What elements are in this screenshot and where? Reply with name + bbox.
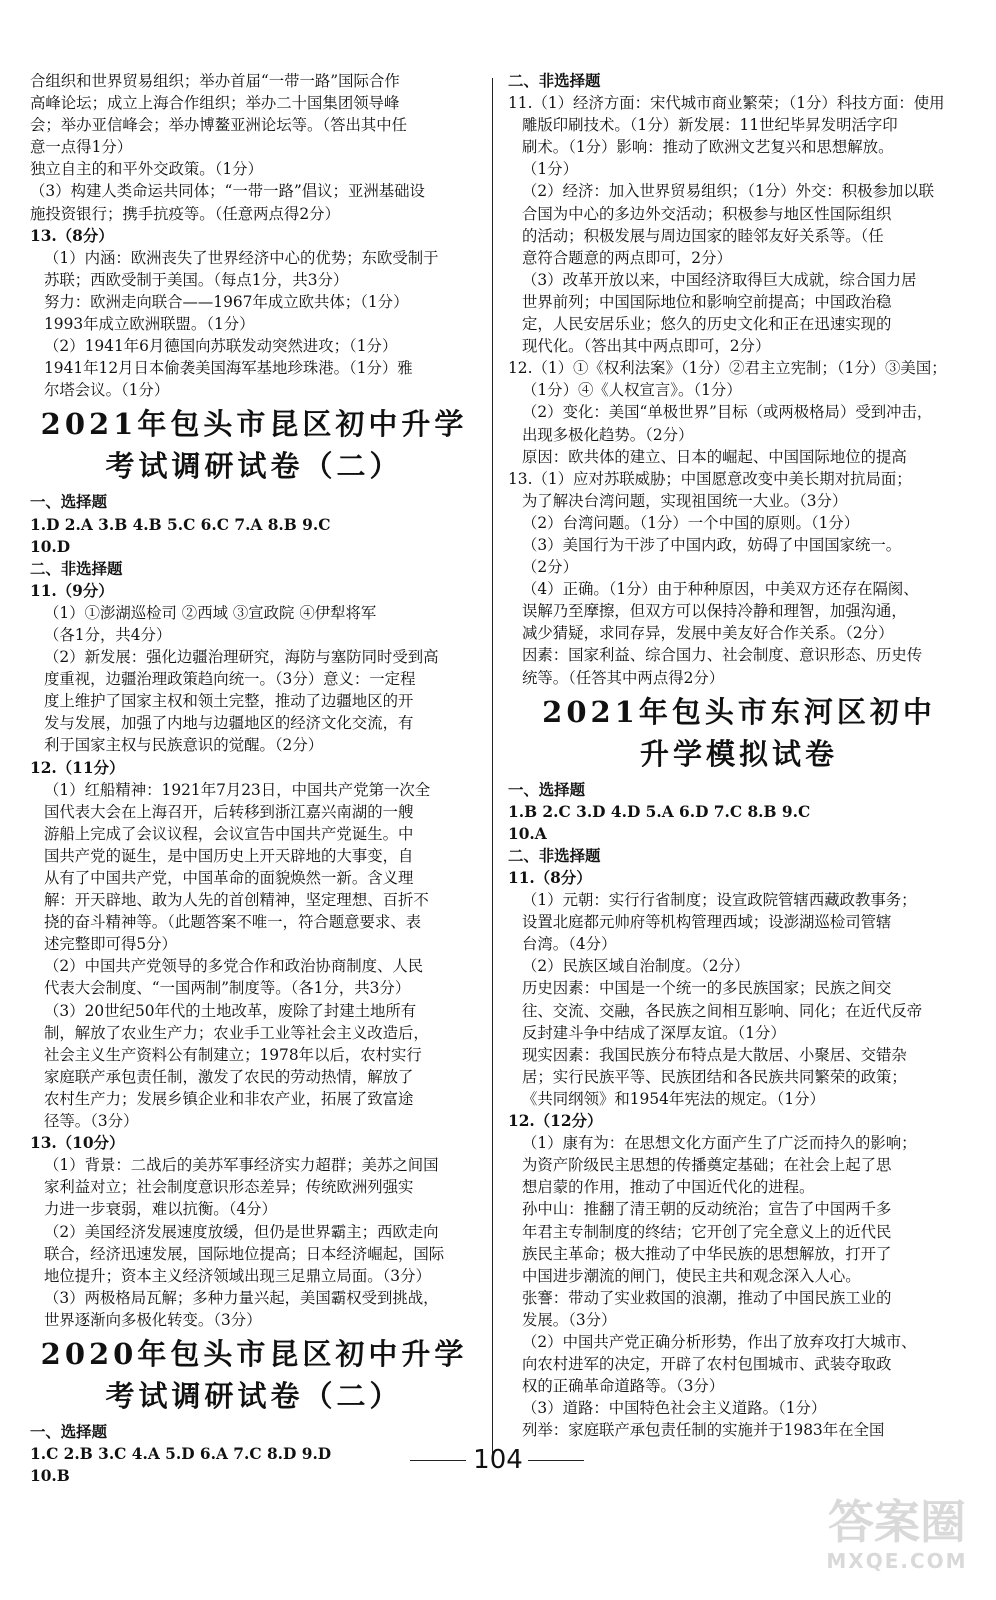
footer-rule-right xyxy=(528,1460,584,1461)
question-heading: 12.（12分） xyxy=(508,1112,603,1131)
text-line: 为资产阶级民主思想的传播奠定基础；在社会上起了思 xyxy=(522,1156,892,1175)
question-13 xyxy=(508,468,970,689)
text-line: 代表大会制度、“一国两制”制度等。（各1分，共3分） xyxy=(44,979,411,998)
text-line: 出现多极化趋势。（2分） xyxy=(522,425,694,444)
text-line: （2）民族区域自治制度。（2分） xyxy=(522,957,750,976)
text-line: 雕版印刷技术。（1分）新发展：11世纪毕昇发明活字印 xyxy=(522,116,898,135)
question-11 xyxy=(508,92,970,357)
text-line: 世界前列；中国国际地位和影响空前提高；中国政治稳 xyxy=(522,292,892,311)
text-line: （2）经济：加入世界贸易组织；（1分）外交：积极参加以联 xyxy=(522,182,935,201)
text-line: （3）20世纪50年代的土地改革，废除了封建土地所有 xyxy=(44,1001,417,1020)
page-number: 104 xyxy=(473,1445,523,1475)
left-column xyxy=(30,70,478,1487)
text-line: 中国进步潮流的闸门，使民主共和观念深入人心。 xyxy=(522,1266,861,1285)
text-line: 13.（1）应对苏联威胁；中国愿意改变中美长期对抗局面； xyxy=(508,469,912,488)
text-line: 意一点得1分） xyxy=(30,138,133,157)
text-line: （1）红船精神：1921年7月23日，中国共产党第一次全 xyxy=(44,780,431,799)
text-line: 合组织和世界贸易组织；举办首届“一带一路”国际合作 xyxy=(30,72,400,90)
text-line: 想启蒙的作用，推动了中国近代化的进程。 xyxy=(522,1178,815,1197)
exam-subtitle: 考试调研试卷（二） xyxy=(105,449,403,484)
section-heading: 一、选择题 xyxy=(30,1422,107,1441)
text-line: 12.（1）①《权利法案》（1分）②君主立宪制；（1分）③美国； xyxy=(508,359,947,378)
text-line: 减少猜疑，求同存异，发展中美友好合作关系。（2分） xyxy=(522,624,894,643)
text-line: 1993年成立欧洲联盟。（1分） xyxy=(44,315,255,334)
text-line: 游船上完成了会议议程，会议宣告中国共产党诞生。中 xyxy=(44,824,414,843)
text-line: 度重视，边疆治理政策趋向统一。（3分）意义：一定程 xyxy=(44,670,416,689)
mcq-answers: 10.D xyxy=(30,537,71,556)
text-line: （1分） xyxy=(522,160,578,179)
text-line: 会；举办亚信峰会；举办博鳌亚洲论坛等。（答出其中任 xyxy=(30,116,408,135)
text-line: （1）①澎湖巡检司 ②西域 ③宣政院 ④伊犁将军 xyxy=(44,603,377,622)
text-line: 现代化。（答出其中两点即可，2分） xyxy=(522,337,771,356)
watermark-text: 答案圈 xyxy=(828,1495,966,1549)
text-line: 设置北庭都元帅府等机构管理西域；设澎湖巡检司管辖 xyxy=(522,913,892,932)
text-line: 尔塔会议。（1分） xyxy=(44,381,170,400)
mcq-answers: 1.B 2.C 3.D 4.D 5.A 6.D 7.C 8.B 9.C xyxy=(508,802,811,821)
mcq-answers: 1.D 2.A 3.B 4.B 5.C 6.C 7.A 8.B 9.C xyxy=(30,515,331,534)
text-line: 力进一步衰弱，难以抗衡。（4分） xyxy=(44,1200,277,1219)
exam-subtitle: 升学模拟试卷 xyxy=(639,736,838,771)
text-line: （2）变化：美国“单极世界”目标（或两极格局）受到冲击， xyxy=(522,403,933,422)
text-line: 努力：欧洲走向联合——1967年成立欧共体；（1分） xyxy=(44,292,409,311)
text-line: 向农村进军的决定，开辟了农村包围城市、武装夺取政 xyxy=(522,1355,892,1374)
text-line: 施投资银行；携手抗疫等。（任意两点得2分） xyxy=(30,204,340,223)
text-line: 发与发展，加强了内地与边疆地区的经济文化交流，有 xyxy=(44,714,414,733)
text-line: 解：开天辟地、敢为人先的首创精神，坚定理想、百折不 xyxy=(44,891,429,910)
text-line: 利于国家主权与民族意识的觉醒。（2分） xyxy=(44,736,324,755)
question-heading: 12.（11分） xyxy=(30,758,125,777)
text-line: （2）美国经济发展速度放缓，但仍是世界霸主；西欧走向 xyxy=(44,1222,439,1241)
text-line: 原因：欧共体的建立、日本的崛起、中国国际地位的提高 xyxy=(522,447,907,466)
text-line: （1）背景：二战后的美苏军事经济实力超群；美苏之间国 xyxy=(44,1156,439,1175)
text-line: 年君主专制制度的终结；它开创了完全意义上的近代民 xyxy=(522,1222,892,1241)
text-line: （2）新发展：强化边疆治理研究，海防与塞防同时受到高 xyxy=(44,648,439,667)
text-line: 从有了中国共产党，中国革命的面貌焕然一新。含义理 xyxy=(44,869,414,887)
text-line: （各1分，共4分） xyxy=(44,625,172,644)
text-line: 因素：国家利益、综合国力、社会制度、意识形态、历史传 xyxy=(522,646,923,665)
text-line: 独立自主的和平外交政策。（1分） xyxy=(30,160,263,179)
text-line: 制，解放了农业生产力；农业手工业等社会主义改造后， xyxy=(44,1023,429,1042)
page-footer xyxy=(0,1443,996,1477)
exam-title: 2020年包头市昆区初中升学 xyxy=(40,1336,468,1371)
text-line: 径等。（3分） xyxy=(44,1112,139,1131)
text-line: （2）台湾问题。（1分）一个中国的原则。（1分） xyxy=(522,513,860,532)
question-heading: 13.（10分） xyxy=(30,1134,125,1153)
text-line: 张謇：带动了实业救国的浪潮，推动了中国民族工业的 xyxy=(522,1288,892,1307)
text-line: （3）改革开放以来，中国经济取得巨大成就，综合国力居 xyxy=(522,270,917,289)
text-line: 地位提升；资本主义经济领域出现三足鼎立局面。（3分） xyxy=(44,1266,431,1285)
footer-rule-left xyxy=(410,1460,466,1461)
text-line: 《共同纲领》和1954年宪法的规定。（1分） xyxy=(522,1089,825,1108)
question-12 xyxy=(508,357,970,467)
text-line: 意符合题意的两点即可，2分） xyxy=(522,248,732,267)
section-heading: 二、非选择题 xyxy=(508,72,601,90)
text-line: 联合，经济迅速发展，国际地位提高；日本经济崛起，国际 xyxy=(44,1244,445,1263)
text-line: （2）1941年6月德国向苏联发动突然进攻；（1分） xyxy=(44,337,398,356)
text-line: 误解乃至摩擦，但双方可以保持冷静和理智，加强沟通， xyxy=(522,602,907,621)
question-heading: 11.（9分） xyxy=(30,581,114,600)
question-heading: 11.（8分） xyxy=(508,869,592,887)
text-line: （2）中国共产党领导的多党合作和政治协商制度、人民 xyxy=(44,957,424,976)
text-line: 发展。（3分） xyxy=(522,1310,617,1329)
text-line: 现实因素：我国民族分布特点是大散居、小聚居、交错杂 xyxy=(522,1045,907,1064)
text-line: 台湾。（4分） xyxy=(522,935,617,954)
text-line: 国代表大会在上海召开，后转移到浙江嘉兴南湖的一艘 xyxy=(44,802,414,821)
text-line: （4）正确。（1分）由于种种原因，中美双方还存在隔阂、 xyxy=(522,580,919,599)
exam-title: 2021年包头市东河区初中 xyxy=(542,694,936,729)
exam-section-2021-kunqu xyxy=(30,403,478,1331)
text-line: 述完整即可得5分） xyxy=(44,935,177,954)
text-line: （1）内涵：欧洲丧失了世界经济中心的优势；东欧受制于 xyxy=(44,248,439,267)
question-heading: 13.（8分） xyxy=(30,226,114,245)
text-line: 苏联；西欧受制于美国。（每点1分，共3分） xyxy=(44,270,349,289)
text-line: 为了解决台湾问题，实现祖国统一大业。（3分） xyxy=(522,491,848,510)
section-heading: 一、选择题 xyxy=(30,493,107,512)
text-line: 往、交流、交融，各民族之间相互影响、同化；在近代反帝 xyxy=(522,1001,923,1020)
text-line: 社会主义生产资料公有制建立；1978年以后，农村实行 xyxy=(44,1045,422,1064)
text-line: 历史因素：中国是一个统一的多民族国家；民族之间交 xyxy=(522,979,892,998)
text-line: 11.（1）经济方面：宋代城市商业繁荣；（1分）科技方面：使用 xyxy=(508,94,945,113)
text-line: 世界逐渐向多极化转变。（3分） xyxy=(44,1310,262,1329)
exam-title: 2021年包头市昆区初中升学 xyxy=(40,407,468,442)
watermark-logo xyxy=(822,1496,972,1586)
text-line: 农村生产力；发展乡镇企业和非农产业，拓展了致富途 xyxy=(44,1089,414,1108)
text-line: 权的正确革命道路等。（3分） xyxy=(522,1377,725,1396)
text-line: 1941年12月日本偷袭美国海军基地珍珠港。（1分）雅 xyxy=(44,359,413,378)
mcq-answers: 1.C 2.B 3.C 4.A 5.D 6.A 7.C 8.D 9.D xyxy=(30,1445,332,1464)
text-line: 度上维护了国家主权和领土完整，推动了边疆地区的开 xyxy=(44,692,414,711)
text-line: （1分）④《人权宣言》。（1分） xyxy=(522,381,742,400)
text-line: （3）道路：中国特色社会主义道路。（1分） xyxy=(522,1399,827,1418)
text-line: （3）美国行为干涉了中国内政，妨碍了中国国家统一。 xyxy=(522,535,902,554)
text-line: （3）构建人类命运共同体；“一带一路”倡议；亚洲基础设 xyxy=(30,182,425,201)
text-line: （1）康有为：在思想文化方面产生了广泛而持久的影响； xyxy=(522,1134,917,1153)
text-line: 家利益对立；社会制度意识形态差异；传统欧洲列强实 xyxy=(44,1178,414,1197)
text-line: 挠的奋斗精神等。（此题答案不唯一，符合题意要求、表 xyxy=(44,913,422,932)
mcq-answers: 10.B xyxy=(30,1467,70,1486)
text-line: 孙中山：推翻了清王朝的反动统治；宣告了中国两千多 xyxy=(522,1200,892,1219)
text-line: 统等。（任答其中两点得2分） xyxy=(522,668,725,687)
mcq-answers: 10.A xyxy=(508,824,547,843)
question-13 xyxy=(30,225,478,402)
text-line: 居；实行民族平等、民族团结和各民族共同繁荣的政策； xyxy=(522,1067,907,1086)
text-line: （1）元朝：实行行省制度；设宣政院管辖西藏政教事务； xyxy=(522,891,917,910)
text-line: 反封建斗争中结成了深厚友谊。（1分） xyxy=(522,1023,786,1042)
text-line: 国共产党的诞生，是中国历史上开天辟地的大事变，自 xyxy=(44,846,414,865)
right-column xyxy=(508,70,970,1441)
text-line: 族民主革命；极大推动了中华民族的思想解放，打开了 xyxy=(522,1244,892,1263)
watermark-domain: MXQE.COM xyxy=(826,1549,968,1573)
text-line: 的活动；积极发展与周边国家的睦邻友好关系等。（任 xyxy=(522,226,884,245)
text-line: （2）中国共产党正确分析形势，作出了放弃攻打大城市、 xyxy=(522,1332,917,1351)
text-line: 家庭联产承包责任制，激发了农民的劳动热情，解放了 xyxy=(44,1067,414,1086)
section-heading: 二、非选择题 xyxy=(30,559,123,578)
exam-section-2021-donghe xyxy=(508,691,970,1442)
text-line: 合国为中心的多边外交活动；积极参与地区性国际组织 xyxy=(522,204,892,223)
column-divider xyxy=(492,78,493,1458)
exam-subtitle: 考试调研试卷（二） xyxy=(105,1378,403,1413)
text-line: （3）两极格局瓦解；多种力量兴起，美国霸权受到挑战， xyxy=(44,1288,439,1307)
text-line: 刷术。（1分）影响：推动了欧洲文艺复兴和思想解放。 xyxy=(522,138,894,157)
section-heading: 一、选择题 xyxy=(508,780,585,799)
prev-answer-continuation xyxy=(30,70,478,225)
section-heading: 二、非选择题 xyxy=(508,846,601,865)
text-line: 定，人民安居乐业；悠久的历史文化和正在迅速实现的 xyxy=(522,315,892,334)
text-line: 列举：家庭联产承包责任制的实施并于1983年在全国 xyxy=(522,1421,885,1440)
text-line: （2分） xyxy=(522,558,578,577)
text-line: 高峰论坛；成立上海合作组织；举办二十国集团领导峰 xyxy=(30,94,400,113)
